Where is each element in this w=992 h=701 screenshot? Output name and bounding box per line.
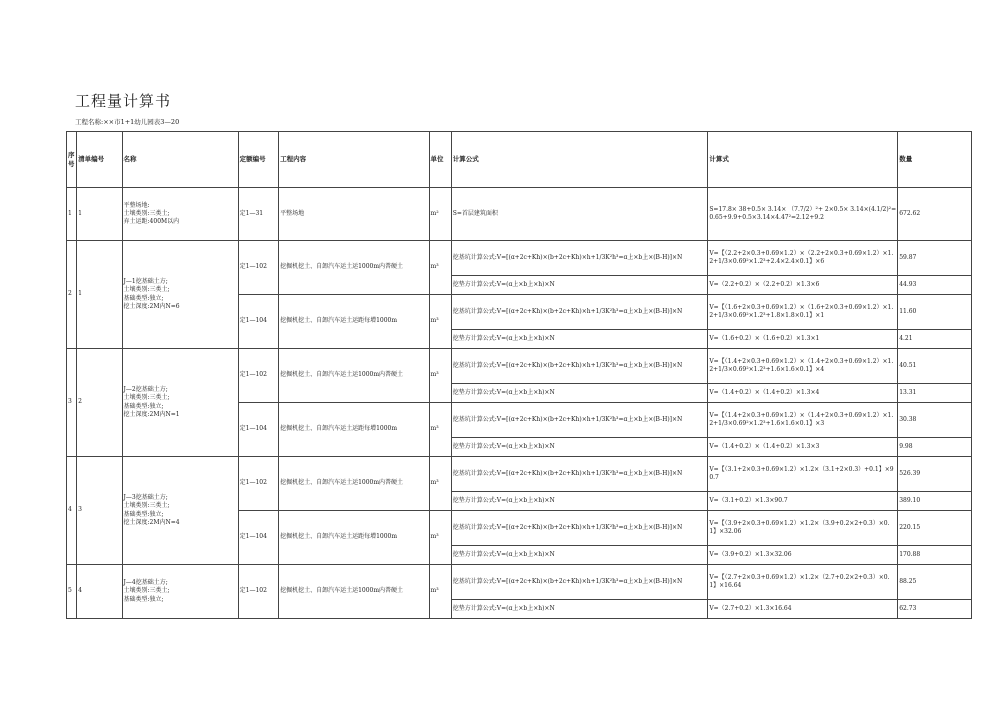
expression-cell: S=17.8× 38+0.5× 3.14× （7.7/2）²+ 2×0.5× 3.14×(4.1/2)²=0.65+9.9+0.5×3.14×4.47²=2.12+9.2	[708, 188, 898, 241]
unit-cell: m³	[429, 349, 451, 403]
quantity-cell: 59.87	[898, 241, 972, 276]
expression-cell: V=（1.4+0.2）×（1.4+0.2）×1.3×4	[708, 384, 898, 403]
content-cell: 挖掘机挖土、自卸汽车运土运1000m内普硬土	[279, 565, 429, 619]
quantity-cell: 13.31	[898, 384, 972, 403]
formula-cell: 挖垫方计算公式:V=(ɑ上×b上×h)×N	[451, 546, 708, 565]
item-name-cell: J—1挖基础土方; 土壤类别:三类土; 基础类型:独立; 挖土深度:2M内N=6	[122, 241, 238, 349]
seq-cell: 3	[67, 349, 77, 457]
content-cell: 挖掘机挖土、自卸汽车运土运1000m内普硬土	[279, 241, 429, 295]
content-cell: 平整场地	[279, 188, 429, 241]
quantity-cell: 40.51	[898, 349, 972, 384]
page-title: 工程量计算书	[75, 92, 172, 110]
quantity-cell: 170.88	[898, 546, 972, 565]
expression-cell: V=（3.1+0.2）×1.3×90.7	[708, 492, 898, 511]
formula-cell: 挖垫方计算公式:V=(ɑ上×b上×h)×N	[451, 492, 708, 511]
quota-code-cell: 定1—102	[238, 349, 278, 403]
col-header-unit: 单位	[429, 132, 451, 188]
item-name-cell: J—4挖基础土方; 土壤类别:三类土; 基础类型:独立;	[122, 565, 238, 619]
content-cell: 挖掘机挖土、自卸汽车运土运1000m内普硬土	[279, 457, 429, 511]
quantity-cell: 30.38	[898, 403, 972, 438]
formula-cell: 挖基坑计算公式:V=[(ɑ+2c+Kh)×(b+2c+Kh)×h+1/3K²h³=ɑ上×b上×(B-H)]×N	[451, 295, 708, 330]
seq-cell: 5	[67, 565, 77, 619]
expression-cell: V=【（1.6+2×0.3+0.69×1.2）×（1.6+2×0.3+0.69×1.2）×1.2+1/3×0.69²×1.2³+1.8×1.8×0.1】×1	[708, 295, 898, 330]
table-row	[67, 565, 972, 600]
quota-code-cell: 定1—104	[238, 295, 278, 349]
seq-cell: 4	[67, 457, 77, 565]
formula-cell: 挖垫方计算公式:V=(ɑ上×b上×h)×N	[451, 330, 708, 349]
quantity-cell: 11.60	[898, 295, 972, 330]
quantity-cell: 389.10	[898, 492, 972, 511]
col-header-quota: 定额编号	[238, 132, 278, 188]
quantity-table	[66, 131, 972, 619]
quantity-cell: 526.39	[898, 457, 972, 492]
seq-cell: 2	[67, 241, 77, 349]
table-row	[67, 349, 972, 384]
unit-cell: m³	[429, 457, 451, 511]
formula-cell: 挖基坑计算公式:V=[(ɑ+2c+Kh)×(b+2c+Kh)×h+1/3K²h³=ɑ上×b上×(B-H)]×N	[451, 565, 708, 600]
formula-cell: 挖垫方计算公式:V=(ɑ上×b上×h)×N	[451, 276, 708, 295]
code-cell: 1	[77, 188, 122, 241]
quota-code-cell: 定1—102	[238, 565, 278, 619]
seq-cell: 1	[67, 188, 77, 241]
unit-cell: m³	[429, 295, 451, 349]
formula-cell: 挖基坑计算公式:V=[(ɑ+2c+Kh)×(b+2c+Kh)×h+1/3K²h³=ɑ上×b上×(B-H)]×N	[451, 241, 708, 276]
table-row	[67, 457, 972, 492]
quantity-cell: 62.73	[898, 600, 972, 619]
expression-cell: V=【（2.7+2×0.3+0.69×1.2）×1.2×（2.7+0.2×2+0.3）×0.1】×16.64	[708, 565, 898, 600]
unit-cell: m³	[429, 403, 451, 457]
table-body	[67, 188, 972, 619]
unit-cell: m³	[429, 241, 451, 295]
quantity-cell: 672.62	[898, 188, 972, 241]
code-cell: 4	[77, 565, 122, 619]
content-cell: 挖掘机挖土、自卸汽车运土运距每增1000m	[279, 403, 429, 457]
table-header-row	[67, 132, 972, 188]
col-header-formula: 计算公式	[451, 132, 708, 188]
expression-cell: V=（1.6+0.2）×（1.6+0.2）×1.3×1	[708, 330, 898, 349]
quantity-cell: 220.15	[898, 511, 972, 546]
col-header-seq: 序号	[67, 132, 77, 188]
formula-cell: 挖垫方计算公式:V=(ɑ上×b上×h)×N	[451, 438, 708, 457]
col-header-content: 工程内容	[279, 132, 429, 188]
item-name-cell: J—2挖基础土方; 土壤类别:三类土; 基础类型:独立; 挖土深度:2M内N=1	[122, 349, 238, 457]
formula-cell: 挖基坑计算公式:V=[(ɑ+2c+Kh)×(b+2c+Kh)×h+1/3K²h³=ɑ上×b上×(B-H)]×N	[451, 403, 708, 438]
item-name-cell: 平整场地: 土壤类别:三类土; 弃土运距:400M以内	[122, 188, 238, 241]
expression-cell: V=【（3.9+2×0.3+0.69×1.2）×1.2×（3.9+0.2×2+0.3）×0.1】×32.06	[708, 511, 898, 546]
expression-cell: V=【（1.4+2×0.3+0.69×1.2）×（1.4+2×0.3+0.69×1.2）×1.2+1/3×0.69²×1.2³+1.6×1.6×0.1】×3	[708, 403, 898, 438]
expression-cell: V=（1.4+0.2）×（1.4+0.2）×1.3×3	[708, 438, 898, 457]
content-cell: 挖掘机挖土、自卸汽车运土运距每增1000m	[279, 295, 429, 349]
table-row	[67, 241, 972, 276]
expression-cell: V=【（1.4+2×0.3+0.69×1.2）×（1.4+2×0.3+0.69×1.2）×1.2+1/3×0.69²×1.2³+1.6×1.6×0.1】×4	[708, 349, 898, 384]
formula-cell: 挖垫方计算公式:V=(ɑ上×b上×h)×N	[451, 384, 708, 403]
table-row	[67, 188, 972, 241]
quantity-cell: 9.98	[898, 438, 972, 457]
content-cell: 挖掘机挖土、自卸汽车运土运1000m内普硬土	[279, 349, 429, 403]
formula-cell: 挖基坑计算公式:V=[(ɑ+2c+Kh)×(b+2c+Kh)×h+1/3K²h³=ɑ上×b上×(B-H)]×N	[451, 511, 708, 546]
content-cell: 挖掘机挖土、自卸汽车运土运距每增1000m	[279, 511, 429, 565]
expression-cell: V=【（2.2+2×0.3+0.69×1.2）×（2.2+2×0.3+0.69×1.2）×1.2+1/3×0.69²×1.2³+2.4×2.4×0.1】×6	[708, 241, 898, 276]
col-header-qty: 数量	[898, 132, 972, 188]
unit-cell: m³	[429, 511, 451, 565]
code-cell: 2	[77, 349, 122, 457]
formula-cell: 挖垫方计算公式:V=(ɑ上×b上×h)×N	[451, 600, 708, 619]
expression-cell: V=（2.7+0.2）×1.3×16.64	[708, 600, 898, 619]
formula-cell: 挖基坑计算公式:V=[(ɑ+2c+Kh)×(b+2c+Kh)×h+1/3K²h³=ɑ上×b上×(B-H)]×N	[451, 349, 708, 384]
unit-cell: m³	[429, 565, 451, 619]
col-header-code: 清单编号	[77, 132, 122, 188]
quantity-cell: 4.21	[898, 330, 972, 349]
col-header-expr: 计算式	[708, 132, 898, 188]
quota-code-cell: 定1—31	[238, 188, 278, 241]
quantity-cell: 44.93	[898, 276, 972, 295]
quota-code-cell: 定1—102	[238, 241, 278, 295]
quota-code-cell: 定1—104	[238, 403, 278, 457]
formula-cell: S=首层建筑面积	[451, 188, 708, 241]
item-name-cell: J—3挖基础土方; 土壤类别:三类土; 基础类型:独立; 挖土深度:2M内N=4	[122, 457, 238, 565]
quantity-cell: 88.25	[898, 565, 972, 600]
expression-cell: V=（3.9+0.2）×1.3×32.06	[708, 546, 898, 565]
unit-cell: m²	[429, 188, 451, 241]
code-cell: 3	[77, 457, 122, 565]
expression-cell: V=（2.2+0.2）×（2.2+0.2）×1.3×6	[708, 276, 898, 295]
quota-code-cell: 定1—104	[238, 511, 278, 565]
col-header-name: 名称	[122, 132, 238, 188]
project-name: 工程名称:××市1+1幼儿园表3—20	[75, 118, 180, 126]
formula-cell: 挖基坑计算公式:V=[(ɑ+2c+Kh)×(b+2c+Kh)×h+1/3K²h³=ɑ上×b上×(B-H)]×N	[451, 457, 708, 492]
expression-cell: V=【（3.1+2×0.3+0.69×1.2）×1.2×（3.1+2×0.3）+0.1】×90.7	[708, 457, 898, 492]
quota-code-cell: 定1—102	[238, 457, 278, 511]
code-cell: 1	[77, 241, 122, 349]
